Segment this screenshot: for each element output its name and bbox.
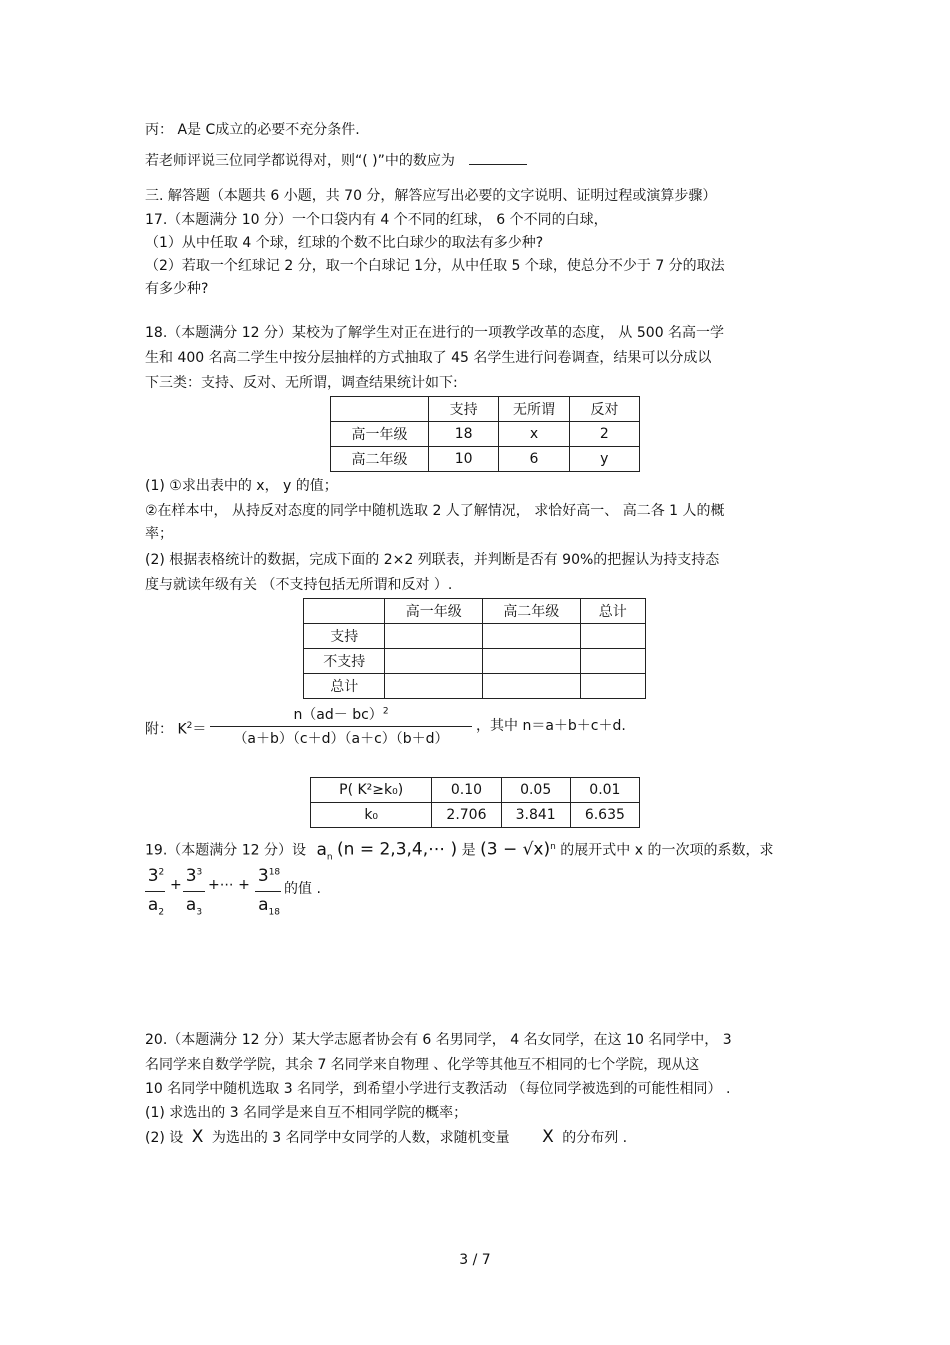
critical-cell: k₀ [311,803,432,828]
q19-head [145,837,773,867]
page-number: 3 / 7 [459,1252,491,1268]
fraction-2-den: $a_3$ [185,895,203,918]
appendix-label: 附： $K^2=$ [145,721,207,738]
num-squared: 2 [382,706,389,717]
appendix-tail: ，其中 n＝a＋b＋c＋d. [476,718,626,734]
critical-cell: 3.841 [501,803,570,828]
fraction-1-num: $3^2$ [147,866,165,886]
q18-part2: (2) 根据表格统计的数据，完成下面的 2×2 列联表，并判断是否有 90%的把握认为持支持态 [145,552,720,568]
q17-head: 17.（本题满分 10 分）一个口袋内有 4 个不同的红球， 6 个不同的白球， [145,212,608,228]
statement-bing: 丙： A是 C成立的必要不充分条件. [145,122,360,138]
contingency-row [304,624,646,649]
teacher-question-text: 若老师评说三位同学都说得对，则“( )”中的数应为 [145,153,455,169]
variable-x: X [542,1127,554,1147]
q20-part2-c: 的分布列 . [562,1130,628,1146]
critical-cell: 2.706 [432,803,501,828]
contingency-row [304,649,646,674]
contingency-cell: 支持 [304,624,385,649]
survey-cell: 高二年级 [331,447,429,472]
contingency-cell [385,624,483,649]
survey-table-header [331,397,640,422]
q20-line3: 10 名同学中随机选取 3 名同学，到希望小学进行支教活动 （每位同学被选到的可能性相同） . [145,1081,731,1097]
q19-head-text: 19.（本题满分 12 分）设 [145,842,306,859]
contingency-cell [580,624,645,649]
q20-part2 [145,1127,627,1148]
contingency-cell [385,674,483,699]
contingency-cell [483,624,581,649]
answer-blank [469,150,527,165]
contingency-header-cell: 高二年级 [483,599,581,624]
q20-head: 20.（本题满分 12 分）某大学志愿者协会有 6 名男同学， 4 名女同学，在这 10 名同学中， 3 [145,1032,732,1048]
a-symbol: a [316,839,327,860]
survey-cell: y [569,447,639,472]
survey-table-row [331,447,640,472]
contingency-header [304,599,646,624]
n-sub: n [326,852,333,863]
q17-part2: （2）若取一个红球记 2 分，取一个白球记 1分，从中任取 5 个球，使总分不少于 7 分的取法 [145,258,725,274]
critical-row-k [311,803,640,828]
survey-header-cell: 支持 [428,397,498,422]
survey-cell: x [499,422,569,447]
power-n: n [550,842,556,852]
q18-part1c: 率； [145,526,173,542]
teacher-question [145,150,527,171]
contingency-cell [483,649,581,674]
fraction-1-den: $a_2$ [147,895,165,918]
fraction-2-bar [183,891,205,892]
critical-value-table [310,777,640,828]
q20-part1: (1) 求选出的 3 名同学是来自互不相同学院的概率； [145,1105,468,1121]
appendix-denominator: （a＋b）（c＋d）（a＋c）（b＋d） [233,731,449,747]
q18-line3: 下三类：支持、反对、无所谓，调查结果统计如下: [145,375,458,391]
appendix-numerator [210,704,472,724]
q19-mid: 是 [461,842,476,859]
k-squared: 2 [186,721,193,731]
critical-row-p [311,778,640,803]
binomial: (3 − √x) [480,839,551,860]
q18-head: 18.（本题满分 12 分）某校为了解学生对正在进行的一项教学改革的态度， 从 500 名高一学 [145,325,725,341]
q19-end: 的值 . [284,881,321,897]
q18-part1b: ②在样本中， 从持反对态度的同学中随机选取 2 人了解情况， 求恰好高一、 高二各 1 人的概 [145,503,725,519]
q18-part1: (1) ①求出表中的 x， y 的值； [145,478,338,494]
contingency-cell: 总计 [304,674,385,699]
appendix-fraction-bar [210,726,472,727]
survey-cell: 18 [428,422,498,447]
q19-tail: 的展开式中 x 的一次项的系数，求 [560,842,774,859]
survey-table-row [331,422,640,447]
critical-cell: 6.635 [570,803,639,828]
q17-part2-cont: 有多少种? [145,281,209,297]
survey-cell: 2 [569,422,639,447]
survey-cell: 6 [499,447,569,472]
contingency-cell [580,649,645,674]
appendix-num-text: n（ad－ bc） [293,707,383,723]
plus-dots: +⋯ + [208,877,250,893]
fraction-2-num: $3^3$ [185,866,203,886]
critical-cell: 0.05 [501,778,570,803]
fraction-3-num: $3^{18}$ [257,866,281,886]
n-range: (n = 2,3,4,⋯ ) [337,839,458,860]
q20-part2-a: (2) 设 [145,1130,184,1146]
critical-cell: P( K²≥k₀) [311,778,432,803]
contingency-cell [385,649,483,674]
fraction-3-den: $a_{18}$ [258,895,280,918]
contingency-header-cell: 高一年级 [385,599,483,624]
contingency-header-cell [304,599,385,624]
section-3-title: 三. 解答题（本题共 6 小题，共 70 分，解答应写出必要的文字说明、证明过程或演算步骤） [145,188,717,204]
q20-line2: 名同学来自数学学院，其余 7 名同学来自物理 、化学等其他互不相同的七个学院，现从这 [145,1057,700,1073]
contingency-cell: 不支持 [304,649,385,674]
q17-part1: （1）从中任取 4 个球，红球的个数不比白球少的取法有多少种? [145,235,544,251]
q18-part2b: 度与就读年级有关 （不支持包括无所谓和反对 ）. [145,577,453,593]
contingency-table [303,598,646,699]
fraction-3-bar [255,891,281,892]
survey-cell: 10 [428,447,498,472]
contingency-cell [483,674,581,699]
survey-header-cell: 无所谓 [499,397,569,422]
fraction-1-bar [145,891,165,892]
variable-x: X [191,1127,204,1147]
survey-table [330,396,640,472]
a-n [316,839,333,863]
plus-sign: + [170,877,182,893]
contingency-row [304,674,646,699]
critical-cell: 0.10 [432,778,501,803]
q20-part2-b: 为选出的 3 名同学中女同学的人数，求随机变量 [211,1130,510,1146]
contingency-header-cell: 总计 [580,599,645,624]
survey-header-cell [331,397,429,422]
q18-line2: 生和 400 名高二学生中按分层抽样的方式抽取了 45 名学生进行问卷调查，结果可以分成以 [145,350,712,366]
survey-header-cell: 反对 [569,397,639,422]
contingency-cell [580,674,645,699]
critical-cell: 0.01 [570,778,639,803]
survey-cell: 高一年级 [331,422,429,447]
appendix-k-label: 附： K [145,721,187,738]
